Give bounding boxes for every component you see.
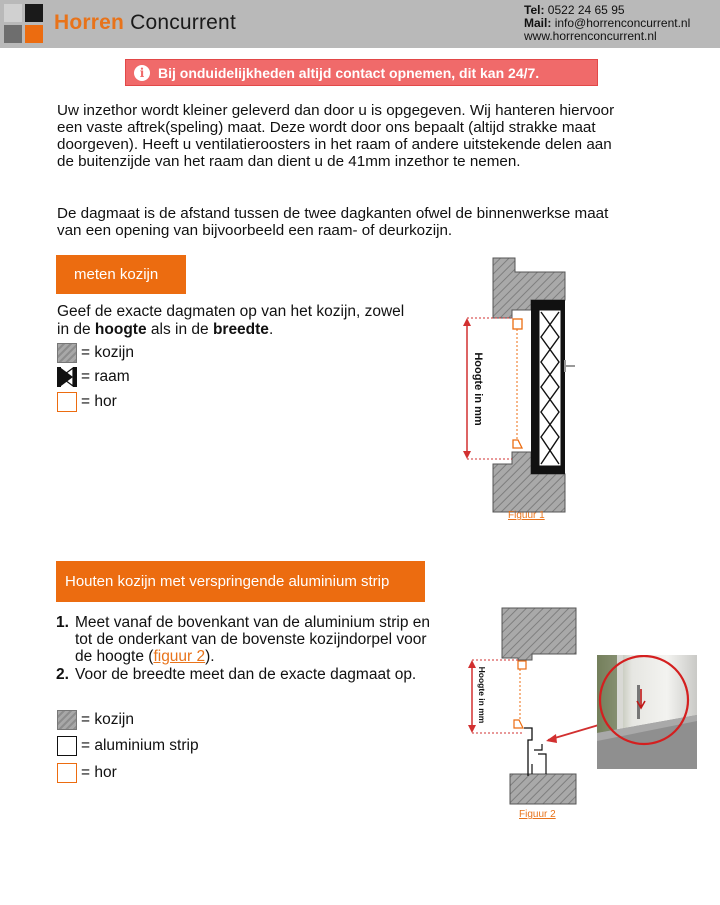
kozijn-swatch-icon xyxy=(57,710,77,730)
bottom-frame-shape xyxy=(510,774,576,804)
figure-1-label: Hoogte in mm xyxy=(472,352,484,426)
alu-strip-shape xyxy=(524,728,532,776)
intro-paragraph-2: De dagmaat is de afstand tussen de twee dagkanten ofwel de binnenwerkse maat van een opening van bijvoorbeeld een raam- of deurkozijn. xyxy=(57,205,609,239)
hor-bottom-shape xyxy=(514,720,523,728)
website-link[interactable]: www.horrenconcurrent.nl xyxy=(524,29,657,43)
figure-1-caption[interactable]: Figuur 1 xyxy=(508,510,545,521)
houten-kozijn-button[interactable]: Houten kozijn met verspringende aluminium strip xyxy=(56,561,425,602)
logo-icon xyxy=(4,4,44,44)
step-1-text: Meet vanaf de bovenkant van de aluminium strip en tot de onderkant van de bovenste kozijndorpel voor de hoogte ( xyxy=(75,614,430,665)
figure-2-caption[interactable]: Figuur 2 xyxy=(519,809,556,820)
legend-raam-1 xyxy=(57,367,130,387)
notice-text: Bij onduidelijkheden altijd contact opnemen, dit kan 24/7. xyxy=(158,64,540,81)
legend-kozijn-label: = kozijn xyxy=(81,344,134,361)
brand-name xyxy=(54,11,236,35)
kozijn-swatch-icon xyxy=(57,343,77,363)
alu-swatch-icon xyxy=(57,736,77,756)
section1-bold-hoogte: hoogte xyxy=(94,321,147,338)
section1-bold-breedte: breedte xyxy=(212,321,269,338)
step-2-number: 2. xyxy=(56,666,69,683)
section1-text-part3: . xyxy=(268,321,274,338)
mail-value[interactable]: info@horrenconcurrent.nl xyxy=(554,16,691,30)
page-header xyxy=(0,0,720,48)
figure-1-label-wrap xyxy=(463,344,493,434)
step-2-text: Voor de breedte meet dan de exacte dagmaat op. xyxy=(75,666,417,683)
step-1-end: ). xyxy=(205,648,215,665)
section1-text-part2: als in de xyxy=(146,321,213,338)
info-icon: i xyxy=(134,65,150,81)
intro-paragraph-1: Uw inzethor wordt kleiner geleverd dan door u is opgegeven. Wij hanteren hiervoor een vaste aftrek(speling) maat. Deze wordt door ons bepaalt (altijd strakke maat doorgeven). Heeft u ventilatieroosters in het raam of andere uitstekende delen aan de buitenzijde van het raam dan dient u de 41mm inzethor te nemen. xyxy=(57,102,615,170)
legend-kozijn-label: = kozijn xyxy=(81,711,134,728)
contact-block xyxy=(524,4,690,43)
section1-text xyxy=(57,303,417,339)
top-frame-shape xyxy=(502,608,576,660)
step-1-number: 1. xyxy=(56,614,69,631)
brand-part2: Concurrent xyxy=(130,11,236,34)
mail-label: Mail: xyxy=(524,16,552,30)
hor-top-shape xyxy=(518,661,526,669)
raam-swatch-icon xyxy=(57,367,77,387)
hor-swatch-icon xyxy=(57,763,77,783)
hor-swatch-icon xyxy=(57,392,77,412)
legend-kozijn-2 xyxy=(57,710,134,730)
hor-bottom-shape xyxy=(513,440,522,448)
legend-alu-2 xyxy=(57,736,199,756)
tel-value[interactable]: 0522 24 65 95 xyxy=(547,3,625,17)
legend-hor-2 xyxy=(57,763,117,783)
tel-label: Tel: xyxy=(524,3,545,17)
legend-hor-label: = hor xyxy=(81,393,117,410)
step-2 xyxy=(56,666,436,683)
figure-2-label-wrap xyxy=(467,660,497,730)
legend-kozijn-1 xyxy=(57,343,134,363)
legend-hor-1 xyxy=(57,392,117,412)
figure-2-label: Hoogte in mm xyxy=(477,666,487,724)
hor-top-shape xyxy=(513,319,522,329)
legend-raam-label: = raam xyxy=(81,368,130,385)
figure-2-photo xyxy=(597,655,697,769)
legend-alu-label: = aluminium strip xyxy=(81,737,199,754)
legend-hor-label: = hor xyxy=(81,764,117,781)
steps-list xyxy=(56,614,436,684)
step-1 xyxy=(56,614,436,665)
section1-text-part1: Geef de exacte dagmaten op van het kozijn, zowel in de xyxy=(57,303,405,338)
meten-kozijn-button[interactable]: meten kozijn xyxy=(56,255,186,294)
brand-part1: Horren xyxy=(54,11,125,34)
figuur-2-link[interactable]: figuur 2 xyxy=(153,648,206,665)
notice-banner xyxy=(125,59,598,86)
